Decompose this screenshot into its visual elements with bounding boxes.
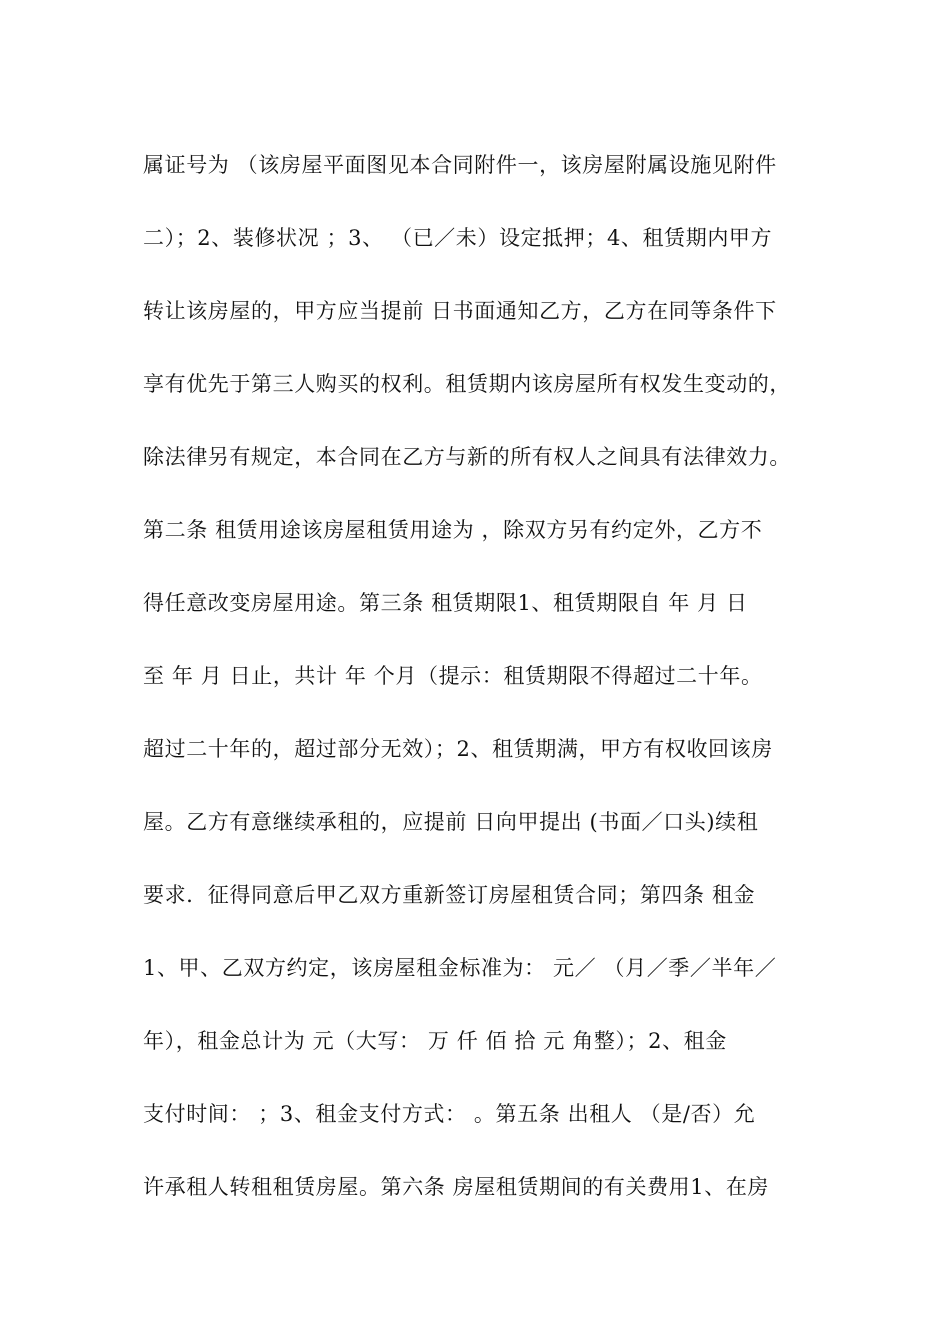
text-line: 要求．征得同意后甲乙双方重新签订房屋租赁合同；第四条 租金 [143, 883, 756, 907]
text-line: 二）；2、装修状况 ；3、 （已／未）设定抵押；4、租赁期内甲方 [143, 226, 773, 250]
text-line: 1、甲、乙双方约定，该房屋租金标准为： 元／ （月／季／半年／ [143, 956, 777, 980]
text-line: 超过二十年的，超过部分无效）；2、租赁期满，甲方有权收回该房 [143, 737, 773, 761]
text-line: 转让该房屋的，甲方应当提前 日书面通知乙方，乙方在同等条件下 [143, 299, 777, 323]
text-line: 年），租金总计为 元（大写： 万 仟 佰 拾 元 角整）；2、租金 [143, 1029, 727, 1053]
text-line: 许承租人转租租赁房屋。第六条 房屋租赁期间的有关费用1、在房 [143, 1175, 770, 1199]
contract-text-body [143, 129, 823, 1224]
text-line: 除法律另有规定，本合同在乙方与新的所有权人之间具有法律效力。 [143, 445, 791, 469]
text-line: 至 年 月 日止，共计 年 个月（提示：租赁期限不得超过二十年。 [143, 664, 763, 688]
text-line: 享有优先于第三人购买的权利。租赁期内该房屋所有权发生变动的， [143, 372, 791, 396]
text-line: 支付时间： ；3、租金支付方式： 。第五条 出租人 （是/否）允 [143, 1102, 756, 1126]
text-line: 属证号为 （该房屋平面图见本合同附件一，该房屋附属设施见附件 [143, 153, 777, 177]
text-line: 屋。乙方有意继续承租的，应提前 日向甲提出 (书面／口头)续租 [143, 810, 759, 834]
text-line: 得任意改变房屋用途。第三条 租赁期限1、租赁期限自 年 月 日 [143, 591, 748, 615]
text-line: 第二条 租赁用途该房屋租赁用途为 ，除双方另有约定外，乙方不 [143, 518, 763, 542]
